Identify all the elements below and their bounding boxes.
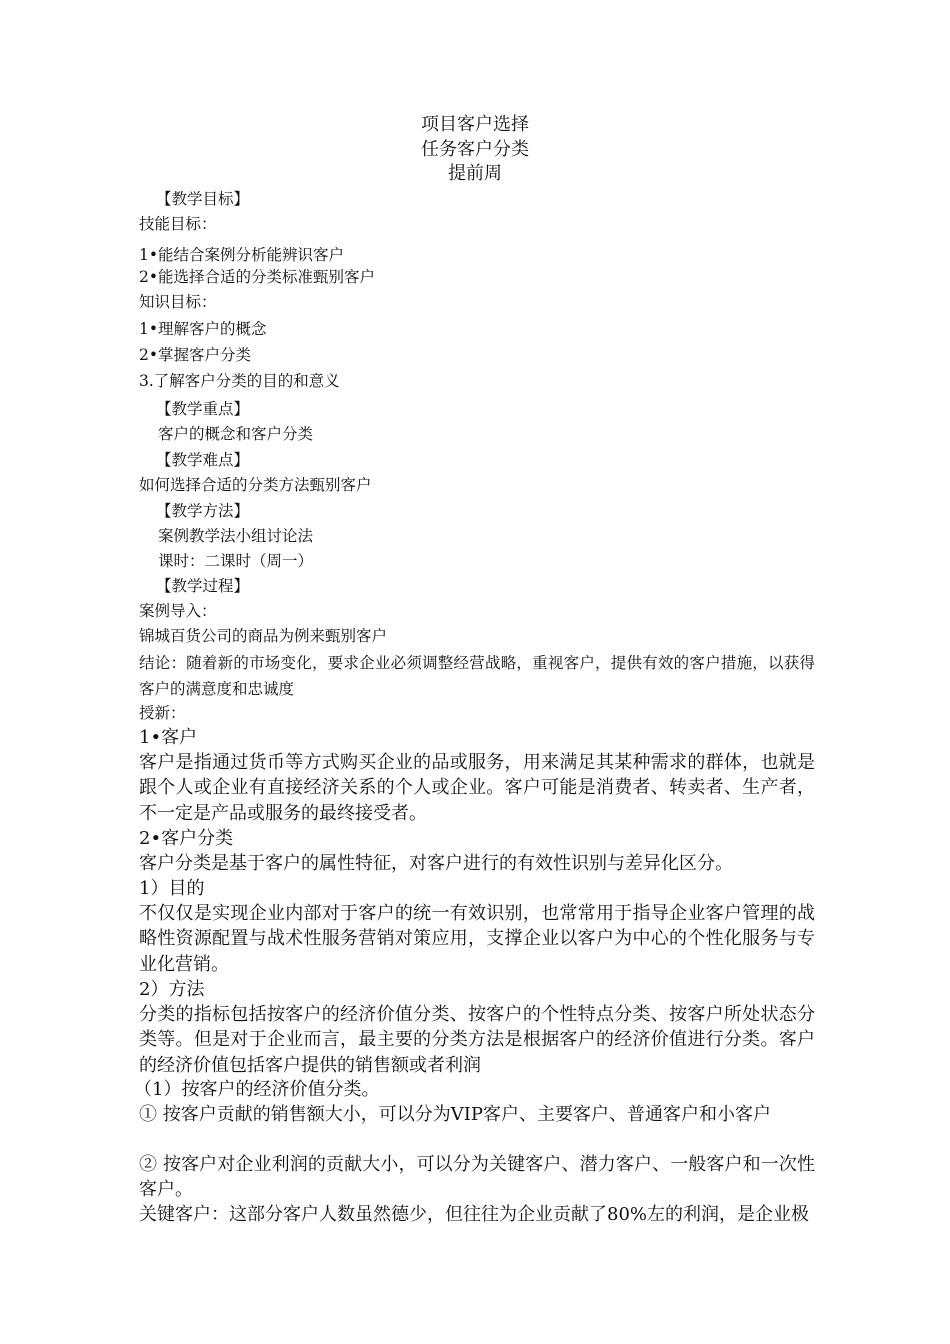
skill-goal-2: 2•能选择合适的分类标准甄别客户	[139, 268, 376, 286]
heading-customer: 1•客户	[139, 727, 198, 748]
sales-classification-paragraph: ① 按客户贡献的销售额大小，可以分为VIP客户、主要客户、普通客户和小客户	[139, 1104, 771, 1125]
case-intro-text: 锦城百货公司的商品为例来甄别客户	[139, 627, 388, 645]
section-teaching-goals: 【教学目标】	[156, 190, 250, 208]
knowledge-goals-label: 知识目标：	[139, 293, 217, 311]
heading-customer-classification: 2•客户分类	[139, 828, 234, 849]
title-week: 提前周	[448, 163, 502, 184]
title-project: 项目客户选择	[421, 114, 529, 135]
skill-goals-label: 技能目标：	[139, 215, 217, 233]
heading-purpose: 1）目的	[139, 878, 205, 899]
conclusion-paragraph: 结论：随着新的市场变化，要求企业必须调整经营战略，重视客户，提供有效的客户措施，以获得客户的满意度和忠诚度	[139, 654, 815, 698]
key-customer-paragraph: 关键客户：这部分客户人数虽然德少，但往往为企业贡献了80%左的利润，是企业极	[139, 1204, 810, 1225]
profit-classification-paragraph: ② 按客户对企业利润的贡献大小，可以分为关键客户、潜力客户、一般客户和一次性客户。	[139, 1154, 815, 1201]
teaching-difficulty-text: 如何选择合适的分类方法甄别客户	[139, 476, 372, 494]
section-teaching-focus: 【教学重点】	[156, 400, 250, 418]
knowledge-goal-3: 3.了解客户分类的目的和意义	[139, 372, 340, 390]
title-task: 任务客户分类	[421, 139, 529, 160]
section-teaching-difficulty: 【教学难点】	[156, 451, 250, 469]
new-lesson-label: 授新：	[139, 704, 186, 722]
knowledge-goal-2: 2•掌握客户分类	[139, 346, 252, 364]
section-teaching-process: 【教学过程】	[156, 577, 250, 595]
heading-economic-value: （1）按客户的经济价值分类。	[134, 1079, 380, 1100]
teaching-method-text: 案例教学法小组讨论法	[158, 527, 314, 545]
method-paragraph: 分类的指标包括按客户的经济价值分类、按客户的个性特点分类、按客户所处状态分类等。但是对于企业而言，最主要的分类方法是根据客户的经济价值进行分类。客户的经济价值包括客户提供的销售额或者利润	[139, 1004, 815, 1076]
section-teaching-method: 【教学方法】	[156, 502, 250, 520]
class-hours: 课时：二课时（周一）	[158, 552, 314, 570]
skill-goal-1: 1•能结合案例分析能辨识客户	[139, 246, 345, 264]
teaching-focus-text: 客户的概念和客户分类	[158, 425, 314, 443]
case-intro-label: 案例导入：	[139, 602, 217, 620]
knowledge-goal-1: 1•理解客户的概念	[139, 320, 267, 338]
purpose-paragraph: 不仅仅是实现企业内部对于客户的统一有效识别，也常常用于指导企业客户管理的战略性资源配置与战术性服务营销对策应用，支撑企业以客户为中心的个性化服务与专业化营销。	[139, 903, 815, 975]
heading-method: 2）方法	[139, 979, 205, 1000]
customer-definition-paragraph: 客户是指通过货币等方式购买企业的品或服务，用来满足其某种需求的群体，也就是跟个人或企业有直接经济关系的个人或企业。客户可能是消费者、转卖者、生产者，不一定是产品或服务的最终接受者。	[139, 752, 815, 824]
classification-definition-paragraph: 客户分类是基于客户的属性特征，对客户进行的有效性识别与差异化区分。	[139, 853, 733, 874]
